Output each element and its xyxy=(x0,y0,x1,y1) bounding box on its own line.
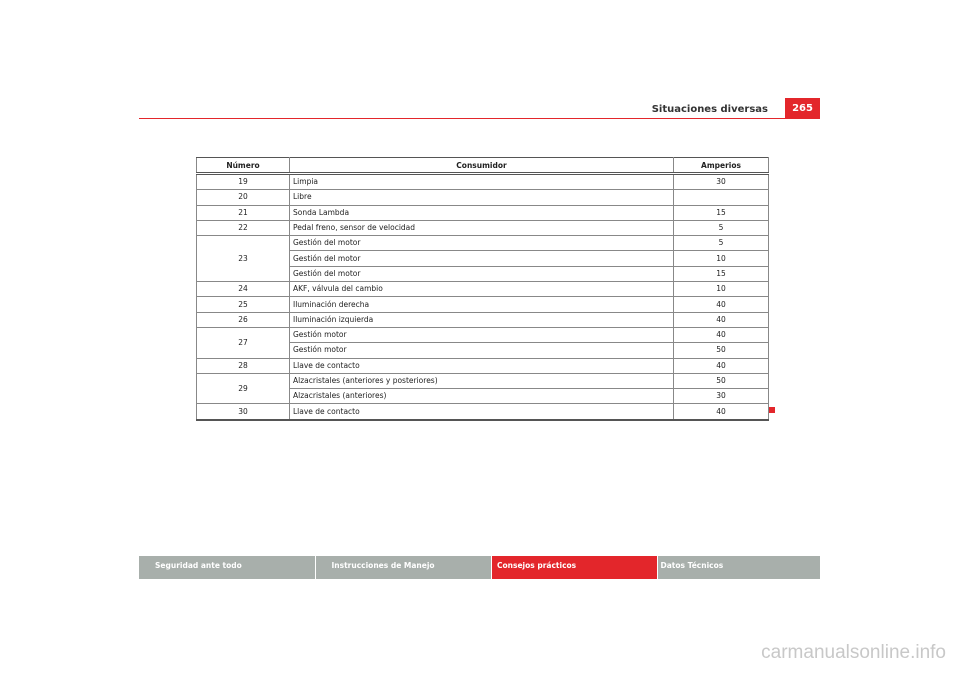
fuse-table xyxy=(196,157,769,421)
fuse-amps xyxy=(674,190,769,205)
table-row xyxy=(197,373,769,388)
section-title: Situaciones diversas xyxy=(651,104,768,115)
fuse-consumer: Gestión del motor xyxy=(290,251,674,266)
fuse-number: 30 xyxy=(197,404,290,420)
table-row xyxy=(197,236,769,251)
fuse-consumer: Llave de contacto xyxy=(290,358,674,373)
fuse-amps: 40 xyxy=(674,327,769,342)
fuse-amps: 5 xyxy=(674,236,769,251)
table-row xyxy=(197,404,769,420)
fuse-consumer: Gestión motor xyxy=(290,343,674,358)
fuse-consumer: Gestión del motor xyxy=(290,266,674,281)
fuse-consumer: Gestión motor xyxy=(290,327,674,342)
fuse-number: 20 xyxy=(197,190,290,205)
column-header-consumer: Consumidor xyxy=(290,158,674,174)
fuse-amps: 10 xyxy=(674,282,769,297)
fuse-consumer: Gestión del motor xyxy=(290,236,674,251)
footer-tab-datos[interactable]: Datos Técnicos xyxy=(658,556,821,579)
fuse-amps: 15 xyxy=(674,205,769,220)
fuse-amps: 40 xyxy=(674,297,769,312)
fuse-number: 24 xyxy=(197,282,290,297)
fuse-consumer: Libre xyxy=(290,190,674,205)
fuse-number: 26 xyxy=(197,312,290,327)
fuse-amps: 30 xyxy=(674,389,769,404)
fuse-number: 28 xyxy=(197,358,290,373)
table-row xyxy=(197,327,769,342)
table-row xyxy=(197,358,769,373)
footer-tab-instrucciones[interactable]: Instrucciones de Manejo xyxy=(316,556,492,579)
fuse-number: 19 xyxy=(197,174,290,190)
column-header-number: Número xyxy=(197,158,290,174)
fuse-amps: 50 xyxy=(674,343,769,358)
fuse-number: 21 xyxy=(197,205,290,220)
footer-navigation xyxy=(139,556,820,579)
footer-tab-seguridad[interactable]: Seguridad ante todo xyxy=(139,556,315,579)
fuse-consumer: Sonda Lambda xyxy=(290,205,674,220)
fuse-amps: 30 xyxy=(674,174,769,190)
fuse-number: 25 xyxy=(197,297,290,312)
fuse-consumer: Llave de contacto xyxy=(290,404,674,420)
fuse-amps: 5 xyxy=(674,220,769,235)
fuse-consumer: AKF, válvula del cambio xyxy=(290,282,674,297)
fuse-amps: 50 xyxy=(674,373,769,388)
fuse-amps: 10 xyxy=(674,251,769,266)
fuse-consumer: Limpia xyxy=(290,174,674,190)
fuse-number: 27 xyxy=(197,327,290,358)
fuse-amps: 15 xyxy=(674,266,769,281)
fuse-number: 22 xyxy=(197,220,290,235)
fuse-consumer: Alzacristales (anteriores) xyxy=(290,389,674,404)
table-row xyxy=(197,205,769,220)
watermark-text: carmanualsonline.info xyxy=(761,642,946,663)
fuse-consumer: Iluminación izquierda xyxy=(290,312,674,327)
table-row xyxy=(197,174,769,190)
fuse-amps: 40 xyxy=(674,358,769,373)
footer-tab-consejos[interactable]: Consejos prácticos xyxy=(492,556,657,579)
column-header-amps: Amperios xyxy=(674,158,769,174)
table-row xyxy=(197,220,769,235)
fuse-consumer: Alzacristales (anteriores y posteriores) xyxy=(290,373,674,388)
fuse-number: 23 xyxy=(197,236,290,282)
table-row xyxy=(197,282,769,297)
fuse-amps: 40 xyxy=(674,404,769,420)
fuse-number: 29 xyxy=(197,373,290,404)
fuse-amps: 40 xyxy=(674,312,769,327)
header-divider xyxy=(139,118,820,119)
table-row xyxy=(197,312,769,327)
table-row xyxy=(197,190,769,205)
table-row xyxy=(197,297,769,312)
page-number-badge: 265 xyxy=(785,98,820,118)
table-header-row xyxy=(197,158,769,174)
fuse-consumer: Iluminación derecha xyxy=(290,297,674,312)
fuse-consumer: Pedal freno, sensor de velocidad xyxy=(290,220,674,235)
section-end-marker xyxy=(769,407,775,413)
